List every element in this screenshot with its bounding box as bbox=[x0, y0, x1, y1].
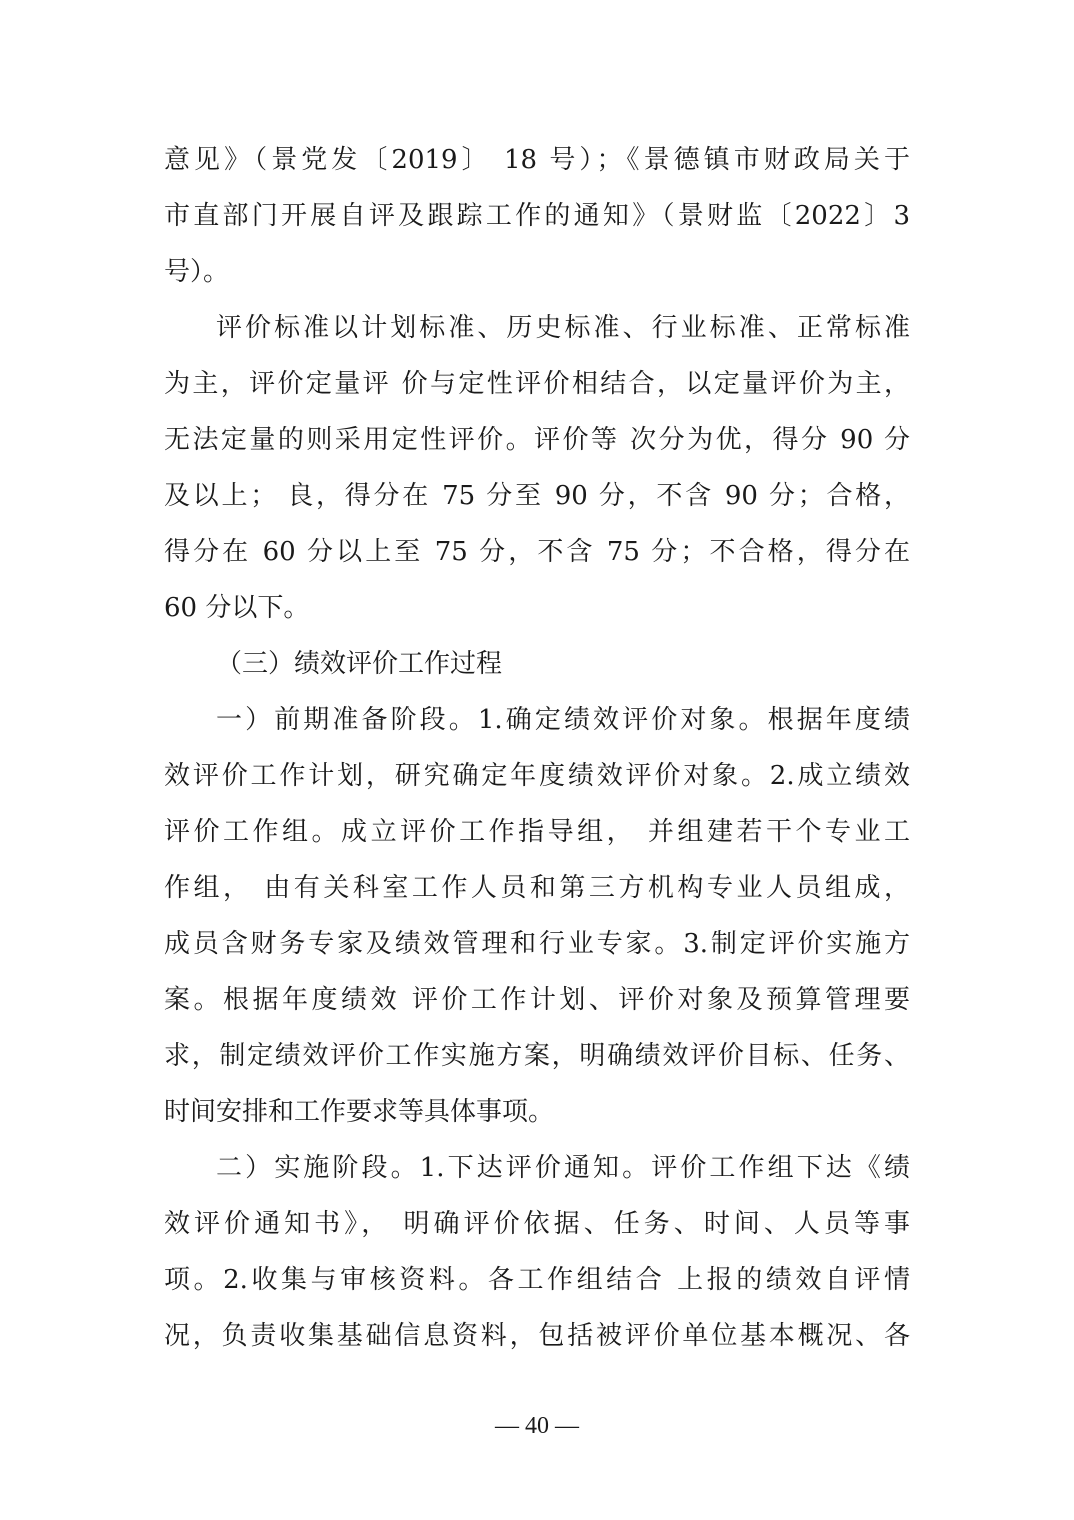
text-line-22: 况，负责收集基础信息资料，包括被评价单位基本概况、各 bbox=[164, 1321, 910, 1351]
text-line-5: 为主，评价定量评 价与定性评价相结合，以定量评价为主， bbox=[164, 369, 910, 399]
text-line-18: 时间安排和工作要求等具体事项。 bbox=[164, 1097, 555, 1127]
text-line-4: 评价标准以计划标准、历史标准、行业标准、正常标准 bbox=[216, 313, 910, 343]
text-line-6: 无法定量的则采用定性评价。评价等 次分为优，得分 90 分 bbox=[164, 425, 910, 455]
text-line-12: 效评价工作计划，研究确定年度绩效评价对象。2.成立绩效 bbox=[164, 761, 910, 791]
text-line-19: 二）实施阶段。1.下达评价通知。评价工作组下达《绩 bbox=[216, 1153, 910, 1183]
text-line-20: 效评价通知书》， 明确评价依据、任务、时间、人员等事 bbox=[164, 1209, 910, 1239]
page-number: — 40 — bbox=[495, 1413, 579, 1439]
text-line-2: 市直部门开展自评及跟踪工作的通知》（景财监〔2022〕3 bbox=[164, 201, 910, 231]
text-line-16: 案。根据年度绩效 评价工作计划、评价对象及预算管理要 bbox=[164, 985, 910, 1015]
text-line-8: 得分在 60 分以上至 75 分，不含 75 分；不合格，得分在 bbox=[164, 537, 910, 567]
text-line-13: 评价工作组。成立评价工作指导组， 并组建若干个专业工 bbox=[164, 817, 910, 847]
text-line-3: 号）。 bbox=[164, 257, 230, 287]
text-line-9: 60 分以下。 bbox=[164, 593, 310, 623]
text-line-17: 求，制定绩效评价工作实施方案，明确绩效评价目标、任务、 bbox=[164, 1041, 910, 1071]
text-line-21: 项。2.收集与审核资料。各工作组结合 上报的绩效自评情 bbox=[164, 1265, 910, 1295]
text-line-15: 成员含财务专家及绩效管理和行业专家。3.制定评价实施方 bbox=[164, 929, 910, 959]
section-heading: （三）绩效评价工作过程 bbox=[216, 649, 503, 679]
text-line-11: 一）前期准备阶段。1.确定绩效评价对象。根据年度绩 bbox=[216, 705, 910, 735]
text-line-14: 作组， 由有关科室工作人员和第三方机构专业人员组成， bbox=[164, 873, 910, 903]
text-line-7: 及以上； 良，得分在 75 分至 90 分，不含 90 分；合格， bbox=[164, 481, 910, 511]
text-line-1: 意见》（景党发〔2019〕 18 号）；《景德镇市财政局关于 bbox=[164, 145, 910, 175]
